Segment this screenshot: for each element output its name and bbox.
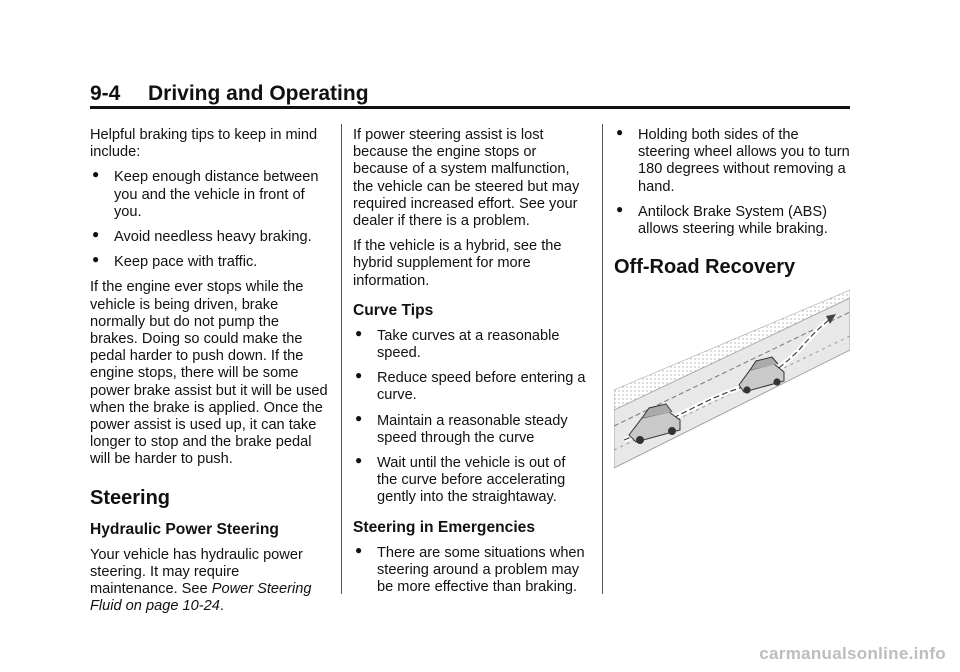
hydraulic-paragraph: Your vehicle has hydraulic power steering. It may require maintenance. See Power Steering Fluid on page 10-24. [90, 546, 312, 615]
column-divider-2 [602, 124, 603, 594]
bullet-icon: ● [92, 227, 100, 242]
braking-tips-list [90, 169, 330, 271]
list-item: ● Maintain a reasonable steady speed through the curve [355, 410, 568, 446]
page-number: 9-4 [90, 82, 121, 105]
list-item: ● Holding both sides of the steering wheel allows you to turn 180 degrees without removing a hand. [616, 125, 850, 195]
steering-heading: Steering [90, 486, 171, 509]
bullet-icon: ● [616, 125, 624, 139]
braking-intro: Helpful braking tips to keep in mind include: [90, 127, 318, 161]
page-header [90, 82, 850, 106]
bullet-icon: ● [355, 410, 363, 425]
steering-tips-list [614, 127, 850, 238]
off-road-recovery-illustration [614, 290, 850, 470]
assist-lost-paragraph: If power steering assist is lost because the engine stops or because of a system malfunction, the vehicle can be steered but may required increased effort. See your dealer if there is a problem. [353, 127, 580, 230]
bullet-icon: ● [92, 252, 100, 267]
column-2 [353, 127, 589, 604]
list-item: ● Antilock Brake System (ABS) allows steering while braking. [616, 201, 828, 238]
bullet-icon: ● [355, 453, 363, 468]
offroad-heading: Off-Road Recovery [614, 256, 796, 279]
bullet-icon: ● [355, 368, 363, 383]
emergency-tips-list [353, 542, 589, 597]
bullet-icon: ● [355, 542, 363, 557]
curve-tips-list [353, 325, 589, 507]
column-divider-1 [341, 124, 342, 594]
bullet-icon: ● [616, 201, 624, 216]
watermark: carmanualsonline.info [759, 644, 946, 663]
list-item: ● There are some situations when steering around a problem may be more effective than braking. [355, 542, 585, 596]
list-item: ● Take curves at a reasonable speed. [355, 325, 560, 362]
engine-stops-paragraph: If the engine ever stops while the vehicle is being driven, brake normally but do not pump the brakes. Doing so could make the pedal harder to push down. If the engine stops, there will be some power brake assist but it will be used when the brake is applied. Once the power assist is used up, it can take longer to stop and the brake pedal will be harder to push. [90, 279, 328, 468]
list-item: ● Keep pace with traffic. [92, 252, 258, 271]
list-item: ● Reduce speed before entering a curve. [355, 368, 586, 404]
hydraulic-heading: Hydraulic Power Steering [90, 520, 279, 538]
bullet-icon: ● [92, 167, 100, 182]
section-title: Driving and Operating [148, 82, 369, 105]
curve-tips-heading: Curve Tips [353, 301, 434, 319]
list-item: ● Wait until the vehicle is out of the curve before accelerating gently into the straightaway. [355, 453, 566, 506]
bullet-icon: ● [355, 325, 363, 340]
list-item: ● Keep enough distance between you and the vehicle in front of you. [92, 167, 319, 220]
list-item: ● Avoid needless heavy braking. [92, 227, 312, 246]
header-rule [90, 106, 850, 109]
emergencies-heading: Steering in Emergencies [353, 518, 535, 536]
column-1 [90, 127, 330, 623]
column-3 [614, 127, 850, 289]
hybrid-paragraph: If the vehicle is a hybrid, see the hybrid supplement for more information. [353, 238, 562, 289]
power-steering-reference: Power Steering Fluid on page 10-24 [90, 581, 312, 615]
